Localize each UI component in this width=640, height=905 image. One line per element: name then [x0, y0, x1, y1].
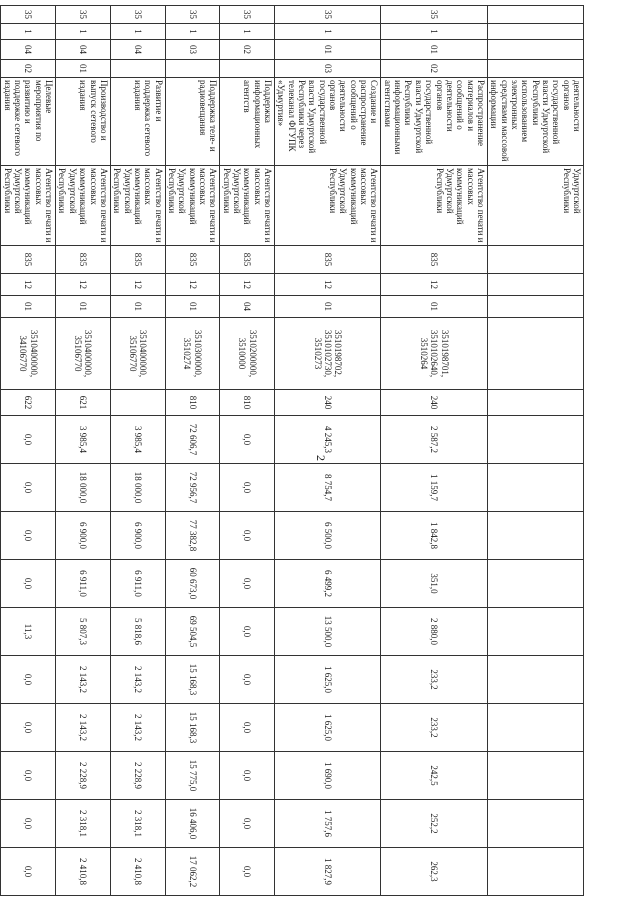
amount-cell: 0,0 [220, 656, 275, 704]
amount-cell: 0,0 [220, 704, 275, 752]
code-pr-cell: 01 [165, 296, 220, 318]
measure-name-cell: Распространение материалов и сообщений о деятельности органов государственной власти Удмуртской Республики информационными агентствами [381, 78, 487, 166]
code-om-cell [487, 40, 583, 60]
amount-cell: 1 690,0 [275, 752, 381, 800]
code-vr-cell: 810 [165, 390, 220, 416]
amount-cell: 262,3 [381, 848, 487, 896]
amount-cell: 3 985,4 [56, 416, 111, 464]
measure-name-cell: Поддержка теле- и радиовещания [165, 78, 220, 166]
code-pp-cell: 1 [275, 24, 381, 40]
code-grbs-cell: 835 [56, 246, 111, 274]
amount-cell: 0,0 [1, 512, 56, 560]
code-om-cell: 02 [220, 40, 275, 60]
code-vr-cell: 240 [381, 390, 487, 416]
amount-cell: 15 168,3 [165, 704, 220, 752]
code-grbs-cell: 835 [165, 246, 220, 274]
code-om-cell: 01 [275, 40, 381, 60]
amount-cell [487, 464, 583, 512]
amount-cell: 233,2 [381, 656, 487, 704]
code-grbs-cell: 835 [1, 246, 56, 274]
amount-cell: 1 757,6 [275, 800, 381, 848]
amount-cell: 2 228,9 [56, 752, 111, 800]
amount-cell [487, 752, 583, 800]
amount-cell: 16 406,0 [165, 800, 220, 848]
executor-cell: Агентство печати и массовых коммуникаций Удмуртской Республики [56, 166, 111, 246]
code-csr-cell: 3510400000, 35106770 [56, 318, 111, 390]
code-rz-cell: 12 [56, 274, 111, 296]
amount-cell: 0,0 [220, 416, 275, 464]
code-gp-cell: 35 [220, 6, 275, 24]
code-om-cell: 01 [381, 40, 487, 60]
amount-cell: 1 625,0 [275, 656, 381, 704]
amount-cell: 1 827,9 [275, 848, 381, 896]
code-csr-cell: 3510198702, 3510102730, 3510273 [275, 318, 381, 390]
code-gp-cell: 35 [275, 6, 381, 24]
code-grbs-cell [487, 246, 583, 274]
code-m-cell: 03 [275, 60, 381, 78]
amount-cell: 5 818,6 [110, 608, 165, 656]
amount-cell: 11,3 [1, 608, 56, 656]
code-om-cell: 04 [56, 40, 111, 60]
code-vr-cell [110, 390, 165, 416]
code-rz-cell: 12 [165, 274, 220, 296]
code-m-cell: 01 [56, 60, 111, 78]
amount-cell: 15 775,0 [165, 752, 220, 800]
code-grbs-cell: 835 [275, 246, 381, 274]
code-rz-cell: 12 [220, 274, 275, 296]
amount-cell [487, 608, 583, 656]
amount-cell: 6 500,0 [275, 512, 381, 560]
code-m-cell [220, 60, 275, 78]
code-m-cell [110, 60, 165, 78]
table-row [275, 6, 381, 896]
executor-cell: Агентство печати и массовых коммуникаций Удмуртской Республики [275, 166, 381, 246]
amount-cell: 233,2 [381, 704, 487, 752]
amount-cell: 4 245,3 [275, 416, 381, 464]
amount-cell: 6 900,0 [110, 512, 165, 560]
code-rz-cell: 12 [1, 274, 56, 296]
code-m-cell [165, 60, 220, 78]
code-csr-cell: 3510400000, 35106770 [110, 318, 165, 390]
amount-cell: 13 500,0 [275, 608, 381, 656]
table-row [1, 6, 56, 896]
amount-cell: 1 842,8 [381, 512, 487, 560]
amount-cell: 252,2 [381, 800, 487, 848]
code-rz-cell: 12 [381, 274, 487, 296]
amount-cell: 0,0 [1, 848, 56, 896]
amount-cell: 0,0 [220, 608, 275, 656]
amount-cell [487, 656, 583, 704]
measure-name-cell: Поддержка информационных агентств [220, 78, 275, 166]
code-m-cell: 02 [1, 60, 56, 78]
amount-cell [487, 800, 583, 848]
code-pp-cell: 1 [381, 24, 487, 40]
code-grbs-cell: 835 [220, 246, 275, 274]
measure-name-cell: Производство и выпуск сетевого издания [56, 78, 111, 166]
code-vr-cell: 810 [220, 390, 275, 416]
executor-cell: Агентство печати и массовых коммуникаций Удмуртской Республики [110, 166, 165, 246]
executor-cell: Агентство печати и массовых коммуникаций Удмуртской Республики [220, 166, 275, 246]
measure-name-cell: Создание и распространение сообщений о деятельности органов государственной власти Удмуртской Республики через телеканал ФГУПК «Удмуртия» [275, 78, 381, 166]
code-gp-cell: 35 [110, 6, 165, 24]
code-grbs-cell: 835 [381, 246, 487, 274]
code-om-cell: 03 [165, 40, 220, 60]
table-row [110, 6, 165, 896]
code-csr-cell: 3510400000, 34106770 [1, 318, 56, 390]
code-csr-cell [487, 318, 583, 390]
code-vr-cell: 622 [1, 390, 56, 416]
code-gp-cell: 35 [56, 6, 111, 24]
amount-cell: 60 673,0 [165, 560, 220, 608]
amount-cell [487, 512, 583, 560]
amount-cell: 15 168,3 [165, 656, 220, 704]
amount-cell: 0,0 [220, 560, 275, 608]
amount-cell: 2 410,8 [110, 848, 165, 896]
executor-cell: Агентство печати и массовых коммуникаций Удмуртской Республики [165, 166, 220, 246]
amount-cell: 2 228,9 [110, 752, 165, 800]
amount-cell: 2 410,8 [56, 848, 111, 896]
code-pp-cell [487, 24, 583, 40]
amount-cell: 2 143,2 [110, 704, 165, 752]
code-vr-cell: 240 [275, 390, 381, 416]
amount-cell: 0,0 [220, 512, 275, 560]
code-pr-cell: 04 [220, 296, 275, 318]
code-pp-cell: 1 [1, 24, 56, 40]
code-m-cell: 02 [381, 60, 487, 78]
amount-cell: 5 807,3 [56, 608, 111, 656]
amount-cell: 0,0 [1, 752, 56, 800]
amount-cell [487, 848, 583, 896]
code-csr-cell: 3510198701, 3510102640, 3510264 [381, 318, 487, 390]
amount-cell [487, 416, 583, 464]
executor-cell: Удмуртской Республики [487, 166, 583, 246]
amount-cell: 0,0 [1, 416, 56, 464]
amount-cell: 2 143,2 [56, 656, 111, 704]
amount-cell: 2 587,2 [381, 416, 487, 464]
code-vr-cell [487, 390, 583, 416]
amount-cell: 6 900,0 [56, 512, 111, 560]
code-csr-cell: 3510200000, 3510000 [220, 318, 275, 390]
code-om-cell: 04 [110, 40, 165, 60]
amount-cell: 351,0 [381, 560, 487, 608]
code-pp-cell: 1 [56, 24, 111, 40]
measure-name-cell: Развитие и поддержка сетевого издания [110, 78, 165, 166]
amount-cell: 0,0 [220, 848, 275, 896]
code-rz-cell [487, 274, 583, 296]
amount-cell: 6 499,2 [275, 560, 381, 608]
amount-cell: 77 382,8 [165, 512, 220, 560]
amount-cell: 0,0 [1, 464, 56, 512]
code-grbs-cell: 835 [110, 246, 165, 274]
code-pr-cell [487, 296, 583, 318]
table-row [381, 6, 487, 896]
amount-cell: 0,0 [1, 704, 56, 752]
code-pp-cell: 1 [220, 24, 275, 40]
measure-name-cell: деятельности органов государственной власти Удмуртской Республики использованием электронных средствами массовой информации [487, 78, 583, 166]
amount-cell [487, 704, 583, 752]
amount-cell: 8 754,7 [275, 464, 381, 512]
measure-name-cell: Целевые мероприятия по развитию и поддержке сетевого издания [1, 78, 56, 166]
amount-cell: 72 606,7 [165, 416, 220, 464]
code-gp-cell [487, 6, 583, 24]
amount-cell: 2 318,1 [110, 800, 165, 848]
executor-cell: Агентство печати и массовых коммуникаций Удмуртской Республики [381, 166, 487, 246]
code-pr-cell: 01 [1, 296, 56, 318]
amount-cell: 1 159,7 [381, 464, 487, 512]
amount-cell: 2 880,0 [381, 608, 487, 656]
amount-cell: 0,0 [1, 656, 56, 704]
amount-cell: 6 911,0 [110, 560, 165, 608]
table-row [165, 6, 220, 896]
rotated-table-wrapper [2, 5, 584, 895]
code-om-cell: 04 [1, 40, 56, 60]
code-pp-cell: 1 [110, 24, 165, 40]
amount-cell: 1 625,0 [275, 704, 381, 752]
amount-cell: 2 143,2 [110, 656, 165, 704]
code-rz-cell: 12 [110, 274, 165, 296]
amount-cell: 72 956,7 [165, 464, 220, 512]
amount-cell: 0,0 [1, 800, 56, 848]
code-gp-cell: 35 [165, 6, 220, 24]
amount-cell: 69 504,5 [165, 608, 220, 656]
table-row [487, 6, 583, 896]
code-rz-cell: 12 [275, 274, 381, 296]
budget-table [0, 5, 584, 896]
page-number: 2 [314, 455, 328, 461]
code-pr-cell: 01 [275, 296, 381, 318]
amount-cell: 3 985,4 [110, 416, 165, 464]
amount-cell: 2 318,1 [56, 800, 111, 848]
amount-cell: 2 143,2 [56, 704, 111, 752]
amount-cell: 6 911,0 [56, 560, 111, 608]
table-row [56, 6, 111, 896]
amount-cell [487, 560, 583, 608]
amount-cell: 0,0 [1, 560, 56, 608]
code-csr-cell: 3510300000, 3510274 [165, 318, 220, 390]
code-pr-cell: 01 [110, 296, 165, 318]
code-vr-cell: 621 [56, 390, 111, 416]
amount-cell: 0,0 [220, 752, 275, 800]
table-row [220, 6, 275, 896]
amount-cell: 0,0 [220, 464, 275, 512]
amount-cell: 18 000,0 [110, 464, 165, 512]
code-m-cell [487, 60, 583, 78]
code-pr-cell: 01 [56, 296, 111, 318]
code-pp-cell: 1 [165, 24, 220, 40]
code-gp-cell: 35 [1, 6, 56, 24]
amount-cell: 242,5 [381, 752, 487, 800]
executor-cell: Агентство печати и массовых коммуникаций Удмуртской Республики [1, 166, 56, 246]
amount-cell: 17 062,2 [165, 848, 220, 896]
amount-cell: 0,0 [220, 800, 275, 848]
code-pr-cell: 01 [381, 296, 487, 318]
amount-cell: 18 000,0 [56, 464, 111, 512]
code-gp-cell: 35 [381, 6, 487, 24]
